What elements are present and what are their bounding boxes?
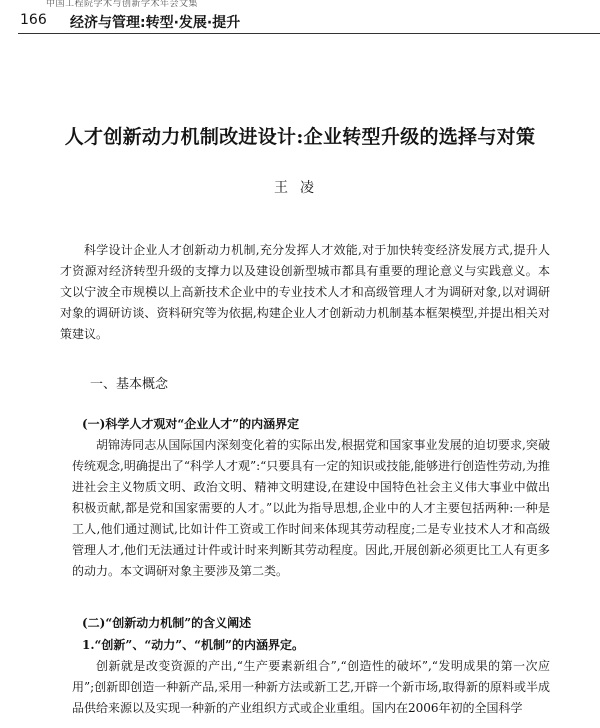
collection-note: 中国工程院学术与创新学术年会文集: [46, 0, 199, 9]
book-title: 经济与管理:转型·发展·提升: [70, 15, 241, 31]
abstract-paragraph: 科学设计企业人才创新动力机制,充分发挥人才效能,对于加快转变经济发展方式,提升人才资源对经济转型升级的支撑力以及建设创新型城市都具有重要的理论意义与实践意义。本文以宁波全市规模以上高新技术企业中的专业技术人才和高级管理人才为调研对象,以对调研对象的调研访谈、资料研究等为依据,构建企业人才创新动力机制基本框架模型,并提出相关对策建议。: [60, 243, 550, 341]
subsection-heading-innovation-mechanism: (二)“创新动力机制”的含义阐述: [82, 616, 252, 630]
page-number: 166: [20, 12, 47, 28]
subsection-heading-talent-concept: (一)科学人才观对“企业人才”的内涵界定: [82, 417, 300, 431]
article-author: 王凌: [274, 180, 326, 196]
body-paragraph-talent-concept: 胡锦涛同志从国际国内深刻变化着的实际出发,根据党和国家事业发展的迫切要求,突破传统观念,明确提出了“科学人才观”:“只要具有一定的知识或技能,能够进行创造性劳动,为推进社会主义物质文明、政治文明、精神文明建设,在建设中国特色社会主义伟大事业中做出积极贡献,都是党和国家需要的人才。”以此为指导思想,企业中的人才主要包括两种:一种是工人,他们通过测试,比如计件工资或工作时间来体现其劳动程度;二是专业技术人才和高级管理人才,他们无法通过计件或计时来判断其劳动程度。因此,开展创新必须更比工人有更多的动力。本文调研对象主要涉及第二类。: [72, 438, 550, 578]
subsubsection-heading-definitions: 1.“创新”、“动力”、“机制”的内涵界定。: [82, 638, 304, 652]
running-header: [0, 12, 600, 32]
section-heading-basic-concepts: 一、基本概念: [90, 377, 169, 392]
header-rule: [18, 33, 600, 34]
article-title: 人才创新动力机制改进设计:企业转型升级的选择与对策: [64, 126, 536, 148]
body-paragraph-innovation-definition: 创新就是改变资源的产出,“生产要素新组合”,“创造性的破坏”,“发明成果的第一次应用”;创新即创造一种新产品,采用一种新方法或新工艺,开辟一个新市场,取得新的原料或半成品供给来源以及实现一种新的产业组织方式或企业重组。国内在2006年初的全国科学: [72, 659, 550, 715]
